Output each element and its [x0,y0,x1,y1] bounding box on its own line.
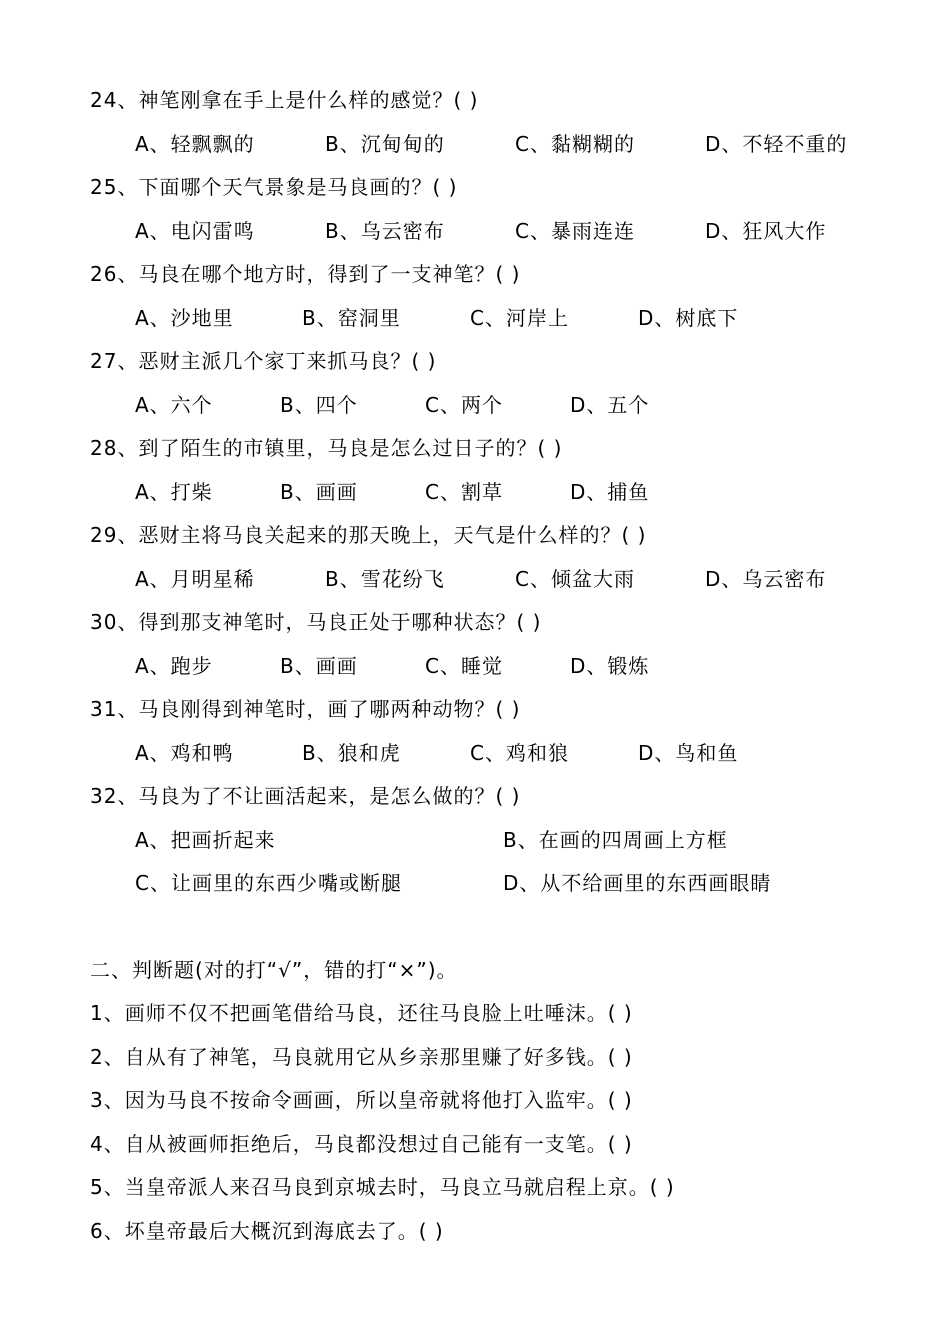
option-24b: B、沉甸甸的 [325,132,445,156]
option-27a: A、六个 [135,393,213,417]
option-30a: A、跑步 [135,654,213,678]
option-31c: C、鸡和狼 [470,741,569,765]
tf-item-4: 4、自从被画师拒绝后，马良都没想过自己能有一支笔。( ) [90,1132,633,1156]
tf-item-6: 6、坏皇帝最后大概沉到海底去了。( ) [90,1219,444,1243]
option-25b: B、乌云密布 [325,219,445,243]
option-29a: A、月明星稀 [135,567,255,591]
section-heading: 二、判断题(对的打“√”，错的打“×”)。 [90,958,458,982]
option-27d: D、五个 [570,393,650,417]
option-29b: B、雪花纷飞 [325,567,445,591]
question-25: 25、下面哪个天气景象是马良画的？( ) [90,175,458,199]
option-24a: A、轻飘飘的 [135,132,255,156]
option-32b: B、在画的四周画上方框 [503,828,728,852]
option-30d: D、锻炼 [570,654,650,678]
option-28b: B、画画 [280,480,358,504]
option-24d: D、不轻不重的 [705,132,848,156]
option-32a: A、把画折起来 [135,828,276,852]
option-24c: C、黏糊糊的 [515,132,635,156]
option-26d: D、树底下 [638,306,739,330]
tf-item-1: 1、画师不仅不把画笔借给马良，还往马良脸上吐唾沫。( ) [90,1001,633,1025]
option-27c: C、两个 [425,393,503,417]
option-31a: A、鸡和鸭 [135,741,234,765]
option-28a: A、打柴 [135,480,213,504]
tf-item-5: 5、当皇帝派人来召马良到京城去时，马良立马就启程上京。( ) [90,1175,675,1199]
question-30: 30、得到那支神笔时，马良正处于哪种状态？( ) [90,610,542,634]
question-32: 32、马良为了不让画活起来，是怎么做的？( ) [90,784,521,808]
option-30c: C、睡觉 [425,654,503,678]
option-25c: C、暴雨连连 [515,219,635,243]
option-26b: B、窑洞里 [302,306,401,330]
tf-item-3: 3、因为马良不按命令画画，所以皇帝就将他打入监牢。( ) [90,1088,633,1112]
option-31b: B、狼和虎 [302,741,401,765]
tf-item-2: 2、自从有了神笔，马良就用它从乡亲那里赚了好多钱。( ) [90,1045,633,1069]
question-24: 24、神笔刚拿在手上是什么样的感觉？( ) [90,88,479,112]
question-31: 31、马良刚得到神笔时，画了哪两种动物？( ) [90,697,521,721]
option-26a: A、沙地里 [135,306,234,330]
option-25a: A、电闪雷鸣 [135,219,255,243]
question-28: 28、到了陌生的市镇里，马良是怎么过日子的？( ) [90,436,563,460]
question-27: 27、恶财主派几个家丁来抓马良？( ) [90,349,437,373]
option-30b: B、画画 [280,654,358,678]
question-26: 26、马良在哪个地方时，得到了一支神笔？( ) [90,262,521,286]
option-29d: D、乌云密布 [705,567,827,591]
option-28d: D、捕鱼 [570,480,650,504]
question-29: 29、恶财主将马良关起来的那天晚上，天气是什么样的？( ) [90,523,647,547]
option-26c: C、河岸上 [470,306,569,330]
option-28c: C、割草 [425,480,503,504]
option-25d: D、狂风大作 [705,219,827,243]
option-32d: D、从不给画里的东西画眼睛 [503,871,772,895]
option-31d: D、鸟和鱼 [638,741,739,765]
option-29c: C、倾盆大雨 [515,567,635,591]
option-32c: C、让画里的东西少嘴或断腿 [135,871,402,895]
option-27b: B、四个 [280,393,358,417]
